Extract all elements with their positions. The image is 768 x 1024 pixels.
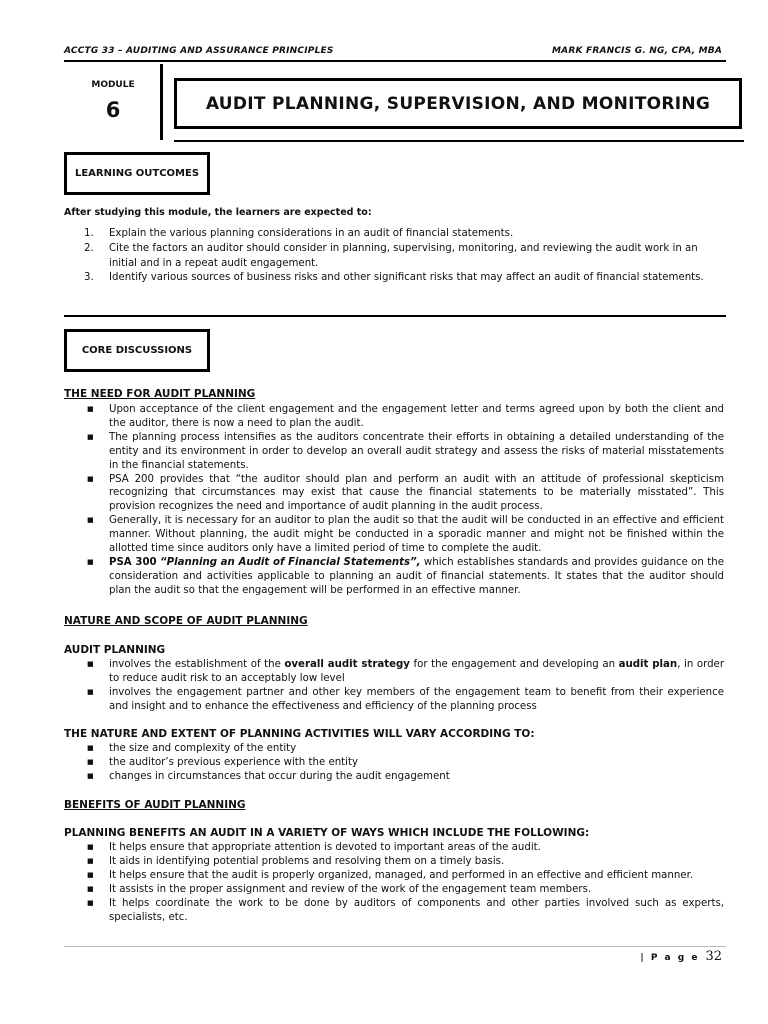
item-number: 1. — [84, 228, 94, 239]
list-item — [87, 883, 724, 897]
learning-outcomes-label: LEARNING OUTCOMES — [74, 168, 200, 179]
item-text: It assists in the proper assignment and review of the work of the engagement team members. — [109, 883, 592, 895]
psa300-title: “Planning an Audit of Financial Statements”, — [160, 556, 421, 568]
core-discussions-box — [64, 329, 210, 372]
title-underline — [174, 140, 744, 142]
list-item — [87, 897, 724, 925]
list-item — [87, 473, 724, 515]
need-heading: THE NEED FOR AUDIT PLANNING — [64, 388, 256, 400]
item-text: The planning process intensifies as the auditors concentrate their efforts in obtaining a detailed understanding of the entity and its environment in order to develop an overall audit strategy and assess the risks of material misstatements in the financial statements. — [109, 431, 724, 471]
bullet-icon: ■ — [87, 856, 94, 865]
learning-outcomes-list — [80, 227, 724, 286]
item-text: Explain the various planning considerations in an audit of financial statements. — [109, 228, 514, 239]
item-text: It helps coordinate the work to be done by auditors of components and other parties involved such as experts, specialists, etc. — [109, 897, 724, 923]
item-text: It helps ensure that the audit is properly organized, managed, and performed in an effective and efficient manner. — [109, 869, 694, 881]
plan-term: audit plan — [618, 659, 678, 670]
item-text: PSA 200 provides that “the auditor should plan and perform an audit with an attitude of professional skepticism recognizing that circumstances may exist that cause the financial statements to be materially misstated”. This provision recognizes the need and importance of audit planning in the audit process. — [109, 473, 724, 513]
header-divider — [64, 60, 726, 62]
item-text: involves the engagement partner and other key members of the engagement team to benefit from their experience and insight and to enhance the effectiveness and efficiency of the planning process — [109, 686, 724, 712]
benefits-heading: BENEFITS OF AUDIT PLANNING — [64, 799, 246, 811]
extent-list — [87, 742, 724, 784]
module-number: 6 — [105, 98, 121, 122]
list-item — [87, 431, 724, 473]
extent-heading: THE NATURE AND EXTENT OF PLANNING ACTIVITIES WILL VARY ACCORDING TO: — [64, 728, 535, 740]
bullet-icon: ■ — [87, 870, 94, 879]
list-item — [87, 686, 724, 714]
item-text: the auditor’s previous experience with the entity — [109, 756, 359, 768]
item-text: for the engagement and developing an — [409, 659, 619, 670]
bullet-icon: ■ — [87, 405, 94, 413]
bullet-icon: ■ — [87, 771, 94, 780]
item-number: 3. — [84, 272, 94, 284]
psa300-text: which establishes standards and provides guidance on the consideration and activities applicable to planning an audit of financial statements. It states that the auditor should plan the audit so that the engagement will be performed in an effective manner. — [109, 556, 724, 596]
page-title: AUDIT PLANNING, SUPERVISION, AND MONITORING — [205, 93, 711, 114]
list-item — [87, 869, 724, 883]
bullet-icon: ■ — [87, 660, 94, 668]
learning-outcomes-intro: After studying this module, the learners are expected to: — [64, 207, 372, 218]
bullet-icon: ■ — [87, 884, 94, 893]
item-number: 2. — [84, 242, 94, 254]
list-item — [87, 514, 724, 556]
page-number: 32 — [705, 949, 722, 964]
list-item — [87, 403, 724, 431]
list-item — [87, 841, 724, 855]
list-item — [87, 770, 724, 784]
module-label: MODULE — [91, 80, 135, 90]
title-box — [174, 78, 742, 129]
item-text: changes in circumstances that occur during the audit engagement — [109, 770, 450, 782]
psa300-code: PSA 300 — [109, 556, 157, 568]
list-item — [80, 242, 724, 272]
bullet-icon: ■ — [87, 432, 94, 441]
benefits-subheading: PLANNING BENEFITS AN AUDIT IN A VARIETY OF WAYS WHICH INCLUDE THE FOLLOWING: — [64, 827, 590, 839]
learning-outcomes-box — [64, 152, 210, 195]
item-text: Generally, it is necessary for an auditor to plan the audit so that the audit will be conducted in an effective and efficient manner. Without planning, the audit might be conducted in a sporadic manner and might not be finished within the allotted time since auditors only have a limited period of time to complete the audit. — [109, 515, 724, 555]
list-item — [87, 658, 724, 686]
nature-list — [87, 658, 724, 714]
item-text: It helps ensure that appropriate attention is devoted to important areas of the audit. — [109, 842, 541, 853]
list-item — [87, 556, 724, 598]
bullet-icon: ■ — [87, 516, 94, 525]
core-discussions-label: CORE DISCUSSIONS — [81, 345, 193, 356]
bullet-icon: ■ — [87, 557, 94, 566]
item-text: Upon acceptance of the client engagement and the engagement letter and terms agreed upon by both the client and the auditor, there is now a need to plan the audit. — [109, 404, 724, 429]
course-header: ACCTG 33 – AUDITING AND ASSURANCE PRINCIPLES — [64, 46, 334, 56]
bullet-icon: ■ — [87, 757, 94, 766]
footer-divider — [64, 946, 726, 947]
need-list — [87, 403, 724, 598]
audit-planning-subheading: AUDIT PLANNING — [64, 644, 166, 656]
bullet-icon: ■ — [87, 474, 94, 483]
list-item — [87, 855, 724, 869]
nature-heading: NATURE AND SCOPE OF AUDIT PLANNING — [64, 615, 308, 627]
list-item — [87, 756, 724, 770]
item-text: It aids in identifying potential problems and resolving them on a timely basis. — [109, 855, 505, 867]
item-text: , in order to reduce audit risk to an acceptably low level — [109, 659, 725, 684]
list-item — [80, 271, 724, 286]
item-text: Identify various sources of business risks and other significant risks that may affect an audit of financial statements. — [109, 272, 704, 284]
module-divider — [160, 64, 163, 140]
section-divider — [64, 315, 726, 317]
list-item — [87, 742, 724, 756]
item-text: Cite the factors an auditor should consider in planning, supervising, monitoring, and reviewing the audit work in an initial and in a repeat audit engagement. — [109, 242, 698, 269]
list-item — [80, 227, 724, 242]
bullet-icon: ■ — [87, 843, 94, 851]
author-header: MARK FRANCIS G. NG, CPA, MBA — [552, 46, 722, 56]
bullet-icon: ■ — [87, 687, 94, 696]
item-text: involves the establishment of the — [109, 659, 285, 670]
bullet-icon: ■ — [87, 898, 94, 907]
page-label: | P a g e — [640, 953, 700, 963]
item-text: the size and complexity of the entity — [109, 743, 297, 754]
bullet-icon: ■ — [87, 744, 94, 752]
page-footer — [640, 949, 722, 964]
benefits-list — [87, 841, 724, 924]
strategy-term: overall audit strategy — [284, 659, 410, 670]
